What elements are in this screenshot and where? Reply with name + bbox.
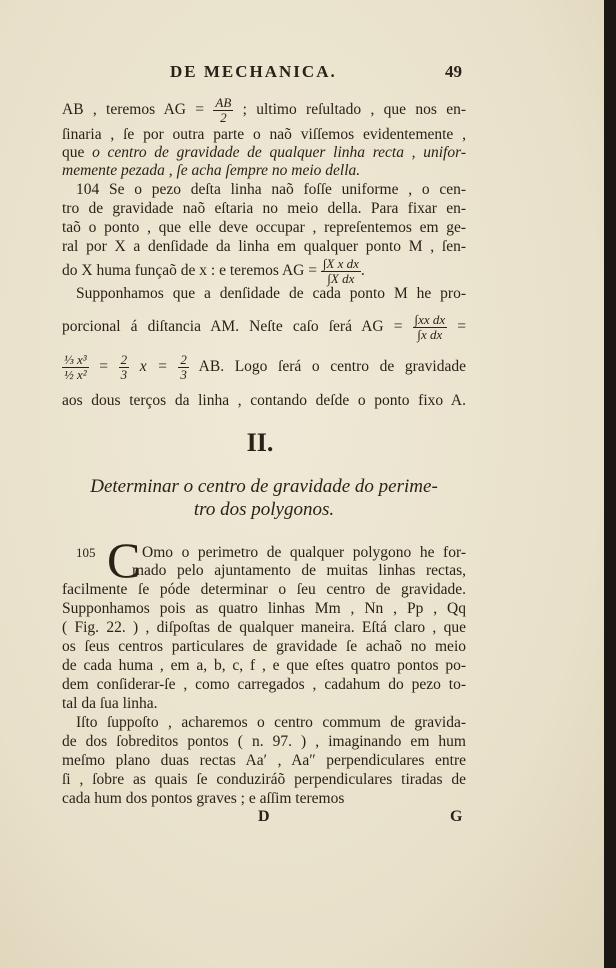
text-line: AB , teremos AG = $\frac{AB}{2}$ ; ultimo reſultado , que nos en-	[62, 95, 467, 125]
text-line: do X huma funçaõ de x : e teremos AG = $\frac{\text{∫X x dx}}{\text{∫X dx}}$ .	[62, 256, 365, 286]
text-line: facilmente ſe póde determinar o ſeu centro de gravidade.	[62, 581, 466, 598]
text-line: ſi , ſobre as quais ſe conduziráõ perpendiculares tiradas de	[62, 771, 466, 788]
text-line: $\frac{\text{⅓ x³}}{\text{½ x²}}$ = $\frac{2}{3}$ x = $\frac{2}{3}$ AB. Logo ſerá o centro de gravidade	[64, 352, 466, 382]
text-line: Omo o perimetro de qualquer polygono he for-	[142, 544, 466, 561]
section-number: II.	[246, 428, 274, 457]
text-line: memente pezada , ſe acha ſempre no meio della.	[62, 162, 361, 179]
fraction: $\frac{2}{3}$	[120, 352, 128, 382]
fraction: $\frac{\text{∫X x dx}}{\text{∫X dx}}$	[322, 256, 359, 286]
signature-mark-right: G	[450, 808, 463, 825]
drop-cap: C	[107, 532, 141, 588]
text-line: dem conſiderar-ſe , como carregados , cadahum do pezo to-	[62, 676, 466, 693]
text-line: de dos ſobreditos pontos ( n. 97. ) , imaginando em hum	[62, 733, 466, 750]
text-line: de cada huma , em a, b, c, f , e que eſtes quatro pontos po-	[62, 657, 466, 674]
fraction: $\frac{AB}{2}$	[215, 95, 232, 125]
section-title: Determinar o centro de gravidade do perime-	[90, 476, 438, 497]
text-line: tro de gravidade naõ eſtaria no meio della. Para fixar en-	[62, 200, 466, 217]
text-line: porcional á diſtancia AM. Neſte caſo ſerá AG = $\frac{\text{∫xx dx}}{\text{∫x dx}}$ =	[62, 312, 467, 342]
page-number: 49	[445, 62, 462, 81]
text-line: cada hum dos pontos graves ; e aſſim teremos	[62, 790, 345, 807]
text-line: Supponhamos que a denſidade de cada ponto M he pro-	[76, 285, 466, 302]
text-line: tal da ſua linha.	[62, 695, 158, 712]
text-line: aos dous terços da linha , contando deſde o ponto fixo A.	[62, 392, 466, 409]
text-line: os ſeus centros particulares de gravidade ſe achaõ no meio	[62, 638, 466, 655]
text-line: que o centro de gravidade de qualquer linha recta , unifor-	[62, 144, 466, 161]
fraction: $\frac{2}{3}$	[180, 352, 187, 382]
text-line: ſinaria , ſe por outra parte o naõ viſſemos evidentemente ,	[62, 126, 466, 143]
section-title: tro dos polygonos.	[193, 499, 335, 520]
text-line: mado pelo ajuntamento de muitas linhas rectas,	[132, 562, 466, 579]
signature-mark-left: D	[258, 808, 270, 825]
text-line: Iſto ſuppoſto , acharemos o centro commum de gravida-	[76, 714, 466, 731]
text-line: ral por X a denſidade da linha em qualquer ponto M , ſen-	[62, 238, 466, 255]
paragraph-number: 105	[76, 545, 96, 560]
text-line: ( Fig. 22. ) , diſpoſtas de qualquer maneira. Eſtá claro , que	[62, 619, 466, 636]
fraction: $\frac{\text{∫xx dx}}{\text{∫x dx}}$	[414, 312, 446, 342]
running-head: DE MECHANICA.	[170, 62, 337, 81]
fraction: $\frac{\text{⅓ x³}}{\text{½ x²}}$	[64, 352, 87, 382]
text-line: 104 Se o pezo deſta linha naõ foſſe uniforme , o cen-	[76, 181, 466, 198]
text-line: taõ o ponto , que elle deve occupar , repreſentemos em ge-	[62, 219, 466, 236]
text-line: Supponhamos pois as quatro linhas Mm , Nn , Pp , Qq	[62, 600, 466, 617]
text-line: meſmo plano duas rectas Aa′ , Aa″ perpendiculares entre	[62, 752, 466, 769]
